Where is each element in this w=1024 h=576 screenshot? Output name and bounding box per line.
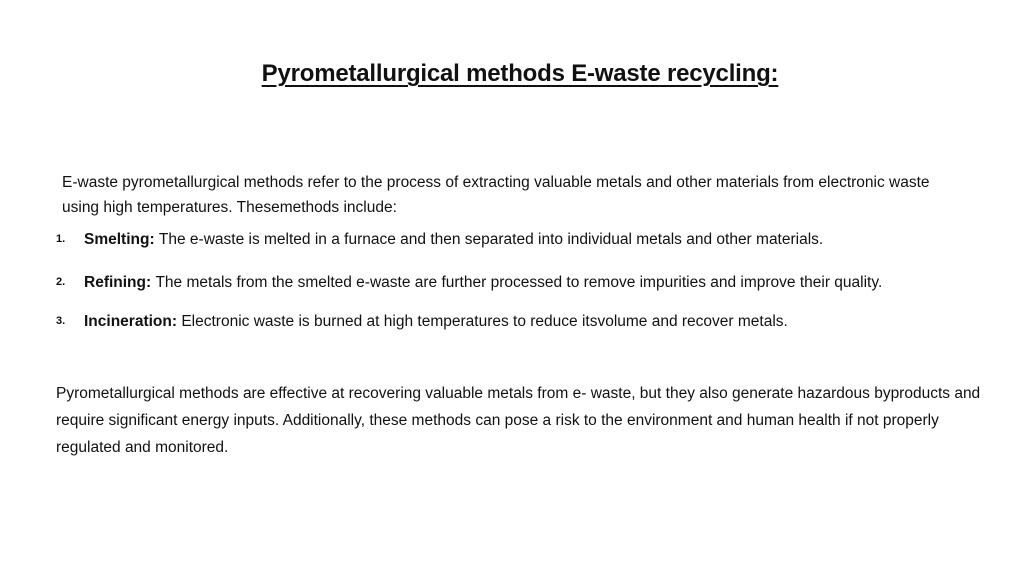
methods-list [56, 227, 978, 352]
method-description: The e-waste is melted in a furnace and then separated into individual metals and other materials. [158, 231, 824, 248]
list-number: 1. [56, 233, 66, 245]
list-number: 3. [56, 315, 66, 327]
closing-paragraph: Pyrometallurgical methods are effective at recovering valuable metals from e- waste, but they also generate hazardous byproducts and require significant energy inputs. Additionally, these methods can pose a risk to the environment and human health if not properly regulated and monitored. [56, 385, 981, 456]
slide-title: Pyrometallurgical methods E-waste recycling: [261, 60, 779, 87]
method-description: The metals from the smelted e-waste are further processed to remove impurities and improve their quality. [155, 274, 883, 291]
method-term: Smelting: [84, 231, 159, 248]
method-description: Electronic waste is burned at high temperatures to reduce itsvolume and recover metals. [181, 313, 788, 330]
list-number: 2. [56, 276, 66, 288]
method-term: Refining: [84, 274, 156, 291]
intro-paragraph: E-waste pyrometallurgical methods refer to the process of extracting valuable metals and other materials from electronic waste using high temperatures. Thesemethods include: [62, 174, 930, 216]
list-item [56, 270, 978, 295]
list-item [56, 227, 978, 252]
list-item [56, 309, 978, 334]
method-term: Incineration: [84, 313, 182, 330]
